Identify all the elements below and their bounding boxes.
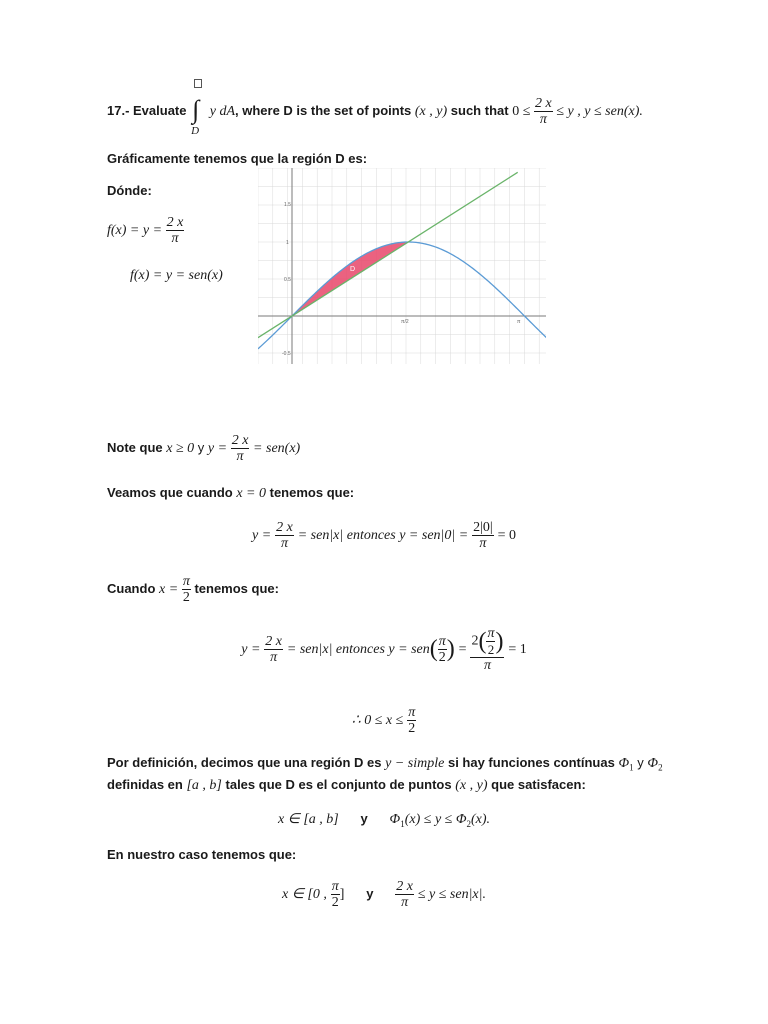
tick-y-1.5: 1.5: [284, 202, 291, 208]
problem-number: 17.- Evaluate: [107, 102, 187, 118]
cg-phi1: Φ: [389, 812, 401, 827]
phi1: Φ: [618, 756, 630, 771]
note-y-conj: y: [197, 439, 205, 455]
definition-line-2: [107, 777, 586, 794]
f1-lhs: f(x) = y =: [107, 222, 163, 238]
nuestro-line: En nuestro caso tenemos que:: [107, 847, 297, 862]
region-graph: [258, 168, 546, 364]
note-line: [107, 433, 300, 464]
cg-x: x ∈ [a , b]: [277, 812, 339, 827]
phi2: Φ: [647, 756, 659, 771]
integral-subscript: D: [191, 124, 200, 137]
note-fraction: $\frac{2 x}{\pi}$: [231, 433, 249, 464]
note-lead: Note que: [107, 439, 163, 455]
eq2-rhs: = 1: [508, 642, 527, 658]
veamos-line: [107, 485, 354, 502]
f2-definition: [130, 267, 223, 284]
definition-interval: [a , b]: [186, 778, 222, 793]
equation-x-pi-half: y = $\frac{2 x}{\pi}$ = sen|x| entonces y = sen( $\frac{\pi}{2}$ ) = 2( $\frac{\pi}{2}$ ) π = 1: [241, 626, 527, 673]
co-y: y: [366, 886, 374, 902]
veamos-cond: x = 0: [236, 486, 266, 501]
problem-point: (x , y): [414, 103, 448, 119]
eq1-rhs: = 0: [497, 528, 516, 544]
eq2-mid: = sen|x| entonces y = sen: [286, 642, 430, 658]
eq2-eq: =: [458, 642, 467, 658]
f2-text: f(x) = y = sen(x): [130, 268, 223, 283]
cuando-lead: Cuando: [107, 580, 156, 596]
tick-x-pi2: π/2: [401, 319, 409, 325]
definition-line-1: [107, 755, 663, 773]
donde-label: Dónde:: [107, 183, 152, 198]
region-label: D: [350, 266, 356, 273]
integrand: y dA: [209, 103, 236, 119]
definition-and: y: [637, 755, 644, 770]
therefore-lhs: ∴ 0 ≤ x ≤: [351, 713, 404, 729]
problem-text-2: such that: [450, 102, 509, 118]
definition-ysimple: y − simple: [385, 756, 445, 771]
note-y-eq: y =: [207, 440, 228, 456]
tick-y-neg0.5: -0.5: [282, 351, 291, 357]
problem-statement: [107, 94, 643, 137]
equation-x-zero: [0, 520, 768, 551]
graph-intro: Gráficamente tenemos que la región D es:: [107, 151, 368, 166]
note-rhs: = sen(x): [253, 440, 301, 456]
definition-p3: definidas en: [107, 777, 183, 792]
cg-y: y: [360, 811, 368, 826]
co-close: ]: [339, 887, 345, 903]
eq2-lhs: y =: [241, 642, 261, 658]
integral-upper-box: [194, 79, 202, 88]
cuando-fraction: $\frac{\pi}{2}$: [182, 574, 190, 605]
therefore-line: [0, 705, 768, 736]
co-x: x ∈ [0 ,: [282, 887, 327, 903]
cond-left: 0 ≤: [512, 103, 531, 119]
eq2-frac1: $\frac{2 x}{\pi}$: [265, 634, 283, 665]
cg-mid: (x) ≤ y ≤ Φ: [404, 812, 467, 827]
problem-text-1: , where D is the set of points: [235, 102, 412, 118]
eq1-frac1: $\frac{2 x}{\pi}$: [276, 520, 293, 551]
f1-definition: [107, 215, 184, 246]
definition-p2: si hay funciones contínuas: [447, 755, 615, 770]
eq1-lhs: y =: [252, 528, 272, 544]
definition-p1: Por definición, decimos que una región D es: [107, 755, 382, 770]
therefore-fraction: $\frac{\pi}{2}$: [408, 705, 416, 736]
integral-sign: ∫ D: [190, 97, 206, 127]
cond-fraction: $\frac{2 x}{\pi}$: [535, 96, 552, 127]
phi2-sub: 2: [658, 762, 663, 773]
cuando-tail: tenemos que:: [194, 580, 279, 596]
eq1-frac2: $\frac{2|0|}{\pi}$: [473, 520, 493, 551]
condition-ours: [0, 879, 768, 910]
cuando-x: x =: [159, 581, 179, 597]
cond-right: ≤ y , y ≤ sen(x).: [556, 103, 643, 119]
tick-y-1: 1: [286, 240, 289, 246]
co-frac2: $\frac{2 x}{\pi}$: [396, 879, 413, 910]
phi1-sub: 1: [629, 762, 634, 773]
eq1-mid: = sen|x| entonces y = sen|0| =: [297, 528, 469, 544]
definition-point: (x , y): [455, 778, 488, 793]
veamos-lead: Veamos que cuando: [107, 485, 233, 500]
definition-p4: tales que D es el conjunto de puntos: [225, 777, 452, 792]
eq2-big-frac: 2( $\frac{\pi}{2}$ ) π: [471, 626, 504, 673]
cg-end: (x).: [471, 812, 491, 827]
f1-fraction: $\frac{2 x}{\pi}$: [166, 215, 184, 246]
tick-y-0.5: 0.5: [284, 277, 291, 283]
eq2-pi-frac: $\frac{\pi}{2}$: [438, 634, 446, 665]
co-frac1: $\frac{\pi}{2}$: [331, 879, 339, 910]
veamos-tail: tenemos que:: [269, 485, 355, 500]
co-rhs: ≤ y ≤ sen|x|.: [417, 887, 486, 903]
definition-p5: que satisfacen:: [491, 777, 586, 792]
note-x-ge-0: x ≥ 0: [166, 440, 195, 456]
condition-general: x ∈ [a , b] y $\Phi_1(x) \le y \le \Phi_2(x)$.: [277, 811, 491, 829]
tick-x-pi: π: [517, 319, 521, 325]
cuando-line: [107, 574, 279, 605]
